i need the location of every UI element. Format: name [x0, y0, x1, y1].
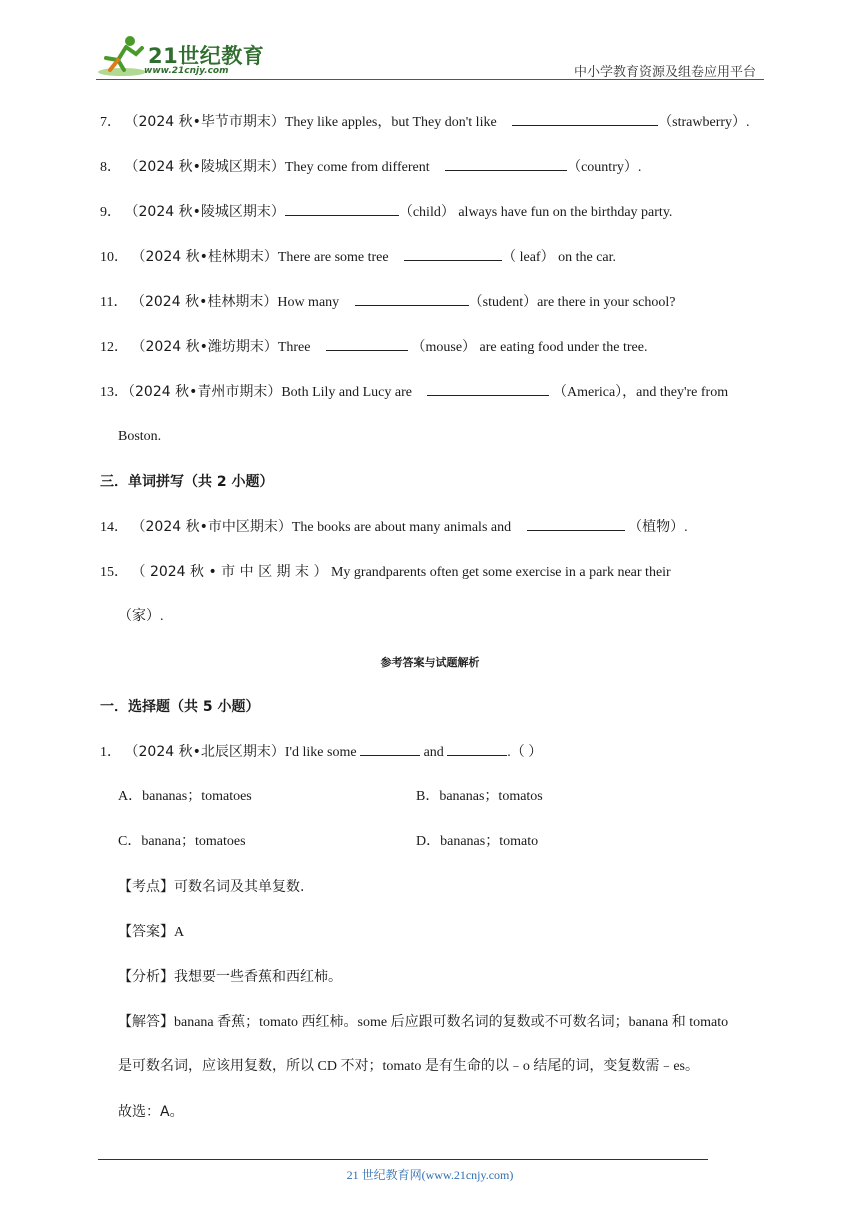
question-13-continued: Boston. — [118, 429, 162, 444]
question-source: （2024 秋•桂林期末） — [130, 294, 278, 310]
question-10 — [100, 248, 616, 267]
answer-blank[interactable] — [512, 113, 658, 126]
question-number: 14． — [100, 520, 128, 535]
question-number: 12． — [100, 340, 128, 355]
question-hint: （America），and they're from — [552, 385, 729, 400]
answer-blank[interactable] — [326, 338, 408, 351]
solution-label: 【解答】 — [118, 1014, 174, 1030]
question-text: Both Lily and Lucy are — [281, 385, 412, 400]
solution-line-3: 故选：A。 — [118, 1104, 184, 1120]
kaodian-label: 【考点】 — [118, 879, 174, 895]
question-9 — [100, 203, 672, 222]
option-b: B．bananas；tomatos — [416, 789, 543, 804]
solution-line-2: 是可数名词，应该用复数，所以 CD 不对；tomato 是有生命的以﹣o 结尾的词，变复数需﹣es。 — [118, 1059, 699, 1074]
question-number: 15． — [100, 565, 128, 580]
analysis-label: 【分析】 — [118, 969, 174, 985]
answer-blank[interactable] — [447, 743, 507, 756]
question-hint: （ leaf） on the car. — [502, 250, 617, 265]
question-hint: （country）. — [567, 160, 642, 175]
question-source: （2024 秋•桂林期末） — [131, 249, 278, 265]
question-number: 13． — [100, 385, 128, 400]
question-source: （2024 秋•潍坊期末） — [131, 339, 278, 355]
question-hint: （mouse） are eating food under the tree. — [411, 340, 648, 355]
question-8 — [100, 158, 641, 177]
logo-text: 21世纪教育 — [148, 44, 265, 68]
question-15 — [100, 563, 762, 582]
analysis-text: 我想要一些香蕉和西红柿。 — [174, 969, 342, 985]
option-d: D．bananas；tomato — [416, 834, 539, 849]
question-source: （2024 秋•陵城区期末） — [124, 159, 285, 175]
solution-text: banana 香蕉；tomato 西红柿。some 后应跟可数名词的复数或不可数名词；banana 和 tomato — [174, 1015, 729, 1030]
header-divider — [96, 79, 764, 80]
question-source: （2024 秋•北辰区期末） — [124, 744, 285, 760]
question-11 — [100, 293, 675, 312]
option-c: C．banana；tomatoes — [118, 834, 246, 849]
solution-line-1 — [118, 1013, 728, 1032]
question-text: They like apples，but They don't like — [284, 115, 497, 130]
question-text: .（ ） — [507, 745, 543, 760]
question-14 — [100, 518, 688, 537]
footer-link[interactable]: 21 世纪教育网(www.21cnjy.com) — [346, 1168, 514, 1182]
section-3-title: 三．单词拼写（共 2 小题） — [100, 474, 274, 490]
question-source: （2024 秋•毕节市期末） — [124, 114, 285, 130]
page-header — [96, 34, 764, 80]
question-text: The books are about many animals and — [291, 520, 512, 535]
answer — [118, 923, 184, 942]
answer-blank[interactable] — [355, 293, 469, 306]
question-source: （2024 秋•陵城区期末） — [124, 204, 285, 220]
kaodian-text: 可数名词及其单复数. — [174, 879, 305, 895]
question-source: （2024 秋•青州市期末） — [128, 384, 282, 400]
section-1-title: 一．选择题（共 5 小题） — [100, 699, 260, 715]
question-text: and — [423, 745, 444, 760]
question-text: I'd like some — [284, 745, 357, 760]
question-12 — [100, 338, 647, 357]
question-text: How many — [277, 295, 340, 310]
header-platform-title: 中小学教育资源及组卷应用平台 — [573, 65, 756, 80]
answers-title: 参考答案与试题解析 — [380, 656, 480, 669]
question-text: My grandparents often get some exercise in a park near their — [330, 565, 671, 580]
answer-label: 【答案】 — [118, 924, 174, 940]
question-1 — [100, 743, 542, 762]
answer-text: A — [174, 925, 185, 940]
question-text: There are some tree — [277, 250, 389, 265]
question-hint: （student）are there in your school? — [468, 295, 676, 310]
answer-blank[interactable] — [285, 203, 399, 216]
question-text: Three — [277, 340, 311, 355]
answer-blank[interactable] — [360, 743, 420, 756]
question-source: （2024 秋•市中区期末） — [131, 519, 292, 535]
question-hint: （child） always have fun on the birthday party. — [398, 205, 673, 220]
question-hint: （strawberry）. — [658, 115, 750, 130]
question-source: （ 2024 秋 • 市 中 区 期 末 ） — [131, 564, 328, 580]
question-number: 1． — [100, 745, 121, 760]
question-hint: （植物）. — [628, 520, 688, 535]
option-a: A．bananas；tomatoes — [118, 789, 252, 804]
logo-url: www.21cnjy.com — [144, 66, 229, 76]
question-7 — [100, 113, 750, 132]
question-15-continued: （家）. — [118, 609, 164, 624]
question-number: 7． — [100, 115, 121, 130]
question-text: They come from different — [284, 160, 430, 175]
kaodian — [118, 878, 304, 897]
answer-blank[interactable] — [445, 158, 567, 171]
answer-blank[interactable] — [427, 383, 549, 396]
question-13 — [100, 383, 728, 402]
answer-blank[interactable] — [404, 248, 502, 261]
answer-blank[interactable] — [527, 518, 625, 531]
analysis — [118, 968, 342, 987]
question-number: 10． — [100, 250, 128, 265]
footer-divider — [98, 1159, 708, 1160]
question-number: 8． — [100, 160, 121, 175]
question-number: 11． — [100, 295, 128, 310]
question-number: 9． — [100, 205, 121, 220]
